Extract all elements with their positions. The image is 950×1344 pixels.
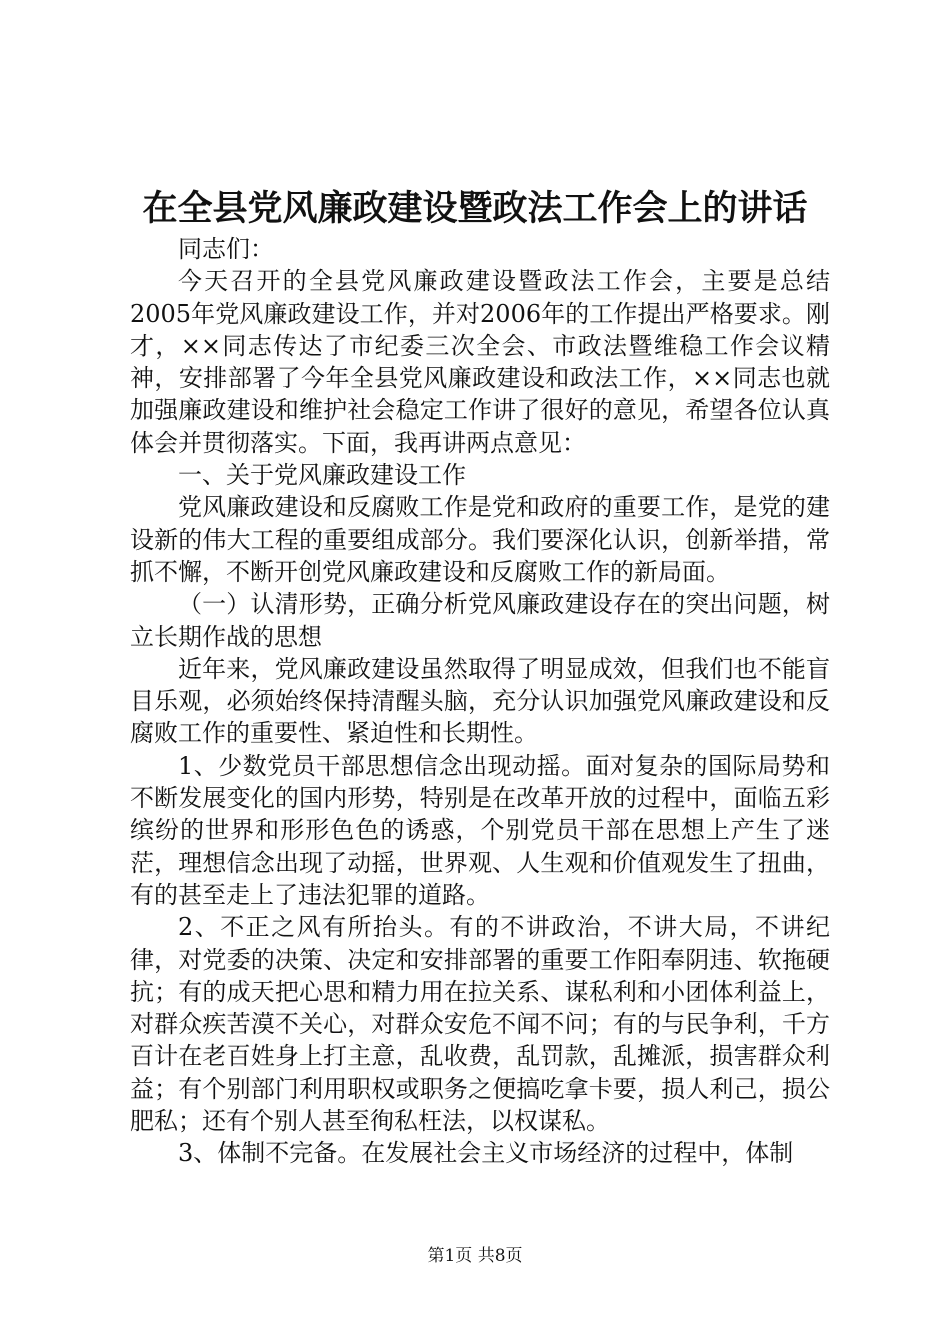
document-body: [130, 233, 830, 1170]
body-paragraph: 1、少数党员干部思想信念出现动摇。面对复杂的国际局势和不断发展变化的国内形势，特别是在改革开放的过程中，面临五彩缤纷的世界和形形色色的诱惑，个别党员干部在思想上产生了迷茫，理想信念出现了动摇，世界观、人生观和价值观发生了扭曲，有的甚至走上了违法犯罪的道路。: [130, 751, 830, 909]
body-paragraph: 近年来，党风廉政建设虽然取得了明显成效，但我们也不能盲目乐观，必须始终保持清醒头脑，充分认识加强党风廉政建设和反腐败工作的重要性、紧迫性和长期性。: [130, 654, 830, 748]
page-footer: 第1页 共8页: [427, 1246, 523, 1266]
body-paragraph: 2、不正之风有所抬头。有的不讲政治，不讲大局，不讲纪律，对党委的决策、决定和安排部署的重要工作阳奉阴违、软拖硬抗；有的成天把心思和精力用在拉关系、谋私利和小团体利益上，对群众疾苦漠不关心，对群众安危不闻不问；有的与民争利，千方百计在老百姓身上打主意，乱收费，乱罚款，乱摊派，损害群众利益；有个别部门利用职权或职务之便搞吃拿卡要，损人利己，损公肥私；还有个别人甚至徇私枉法，以权谋私。: [130, 913, 830, 1136]
salutation-paragraph: 同志们：: [178, 235, 274, 263]
body-paragraph: 党风廉政建设和反腐败工作是党和政府的重要工作，是党的建设新的伟大工程的重要组成部分。我们要深化认识，创新举措，常抓不懈，不断开创党风廉政建设和反腐败工作的新局面。: [130, 493, 830, 586]
intro-paragraph: 今天召开的全县党风廉政建设暨政法工作会，主要是总结2005年党风廉政建设工作，并对2006年的工作提出严格要求。刚才，××同志传达了市纪委三次全会、市政法暨维稳工作会议精神，安排部署了今年全县党风廉政建设和政法工作，××同志也就加强廉政建设和维护社会稳定工作讲了很好的意见，希望各位认真体会并贯彻落实。下面，我再讲两点意见：: [130, 267, 830, 457]
subsection-heading: （一）认清形势，正确分析党风廉政建设存在的突出问题，树立长期作战的思想: [130, 590, 830, 651]
section-heading: 一、关于党风廉政建设工作: [178, 461, 466, 490]
body-paragraph: 3、体制不完备。在发展社会主义市场经济的过程中，体制: [178, 1139, 794, 1168]
document-title: 在全县党风廉政建设暨政法工作会上的讲话: [142, 188, 808, 229]
